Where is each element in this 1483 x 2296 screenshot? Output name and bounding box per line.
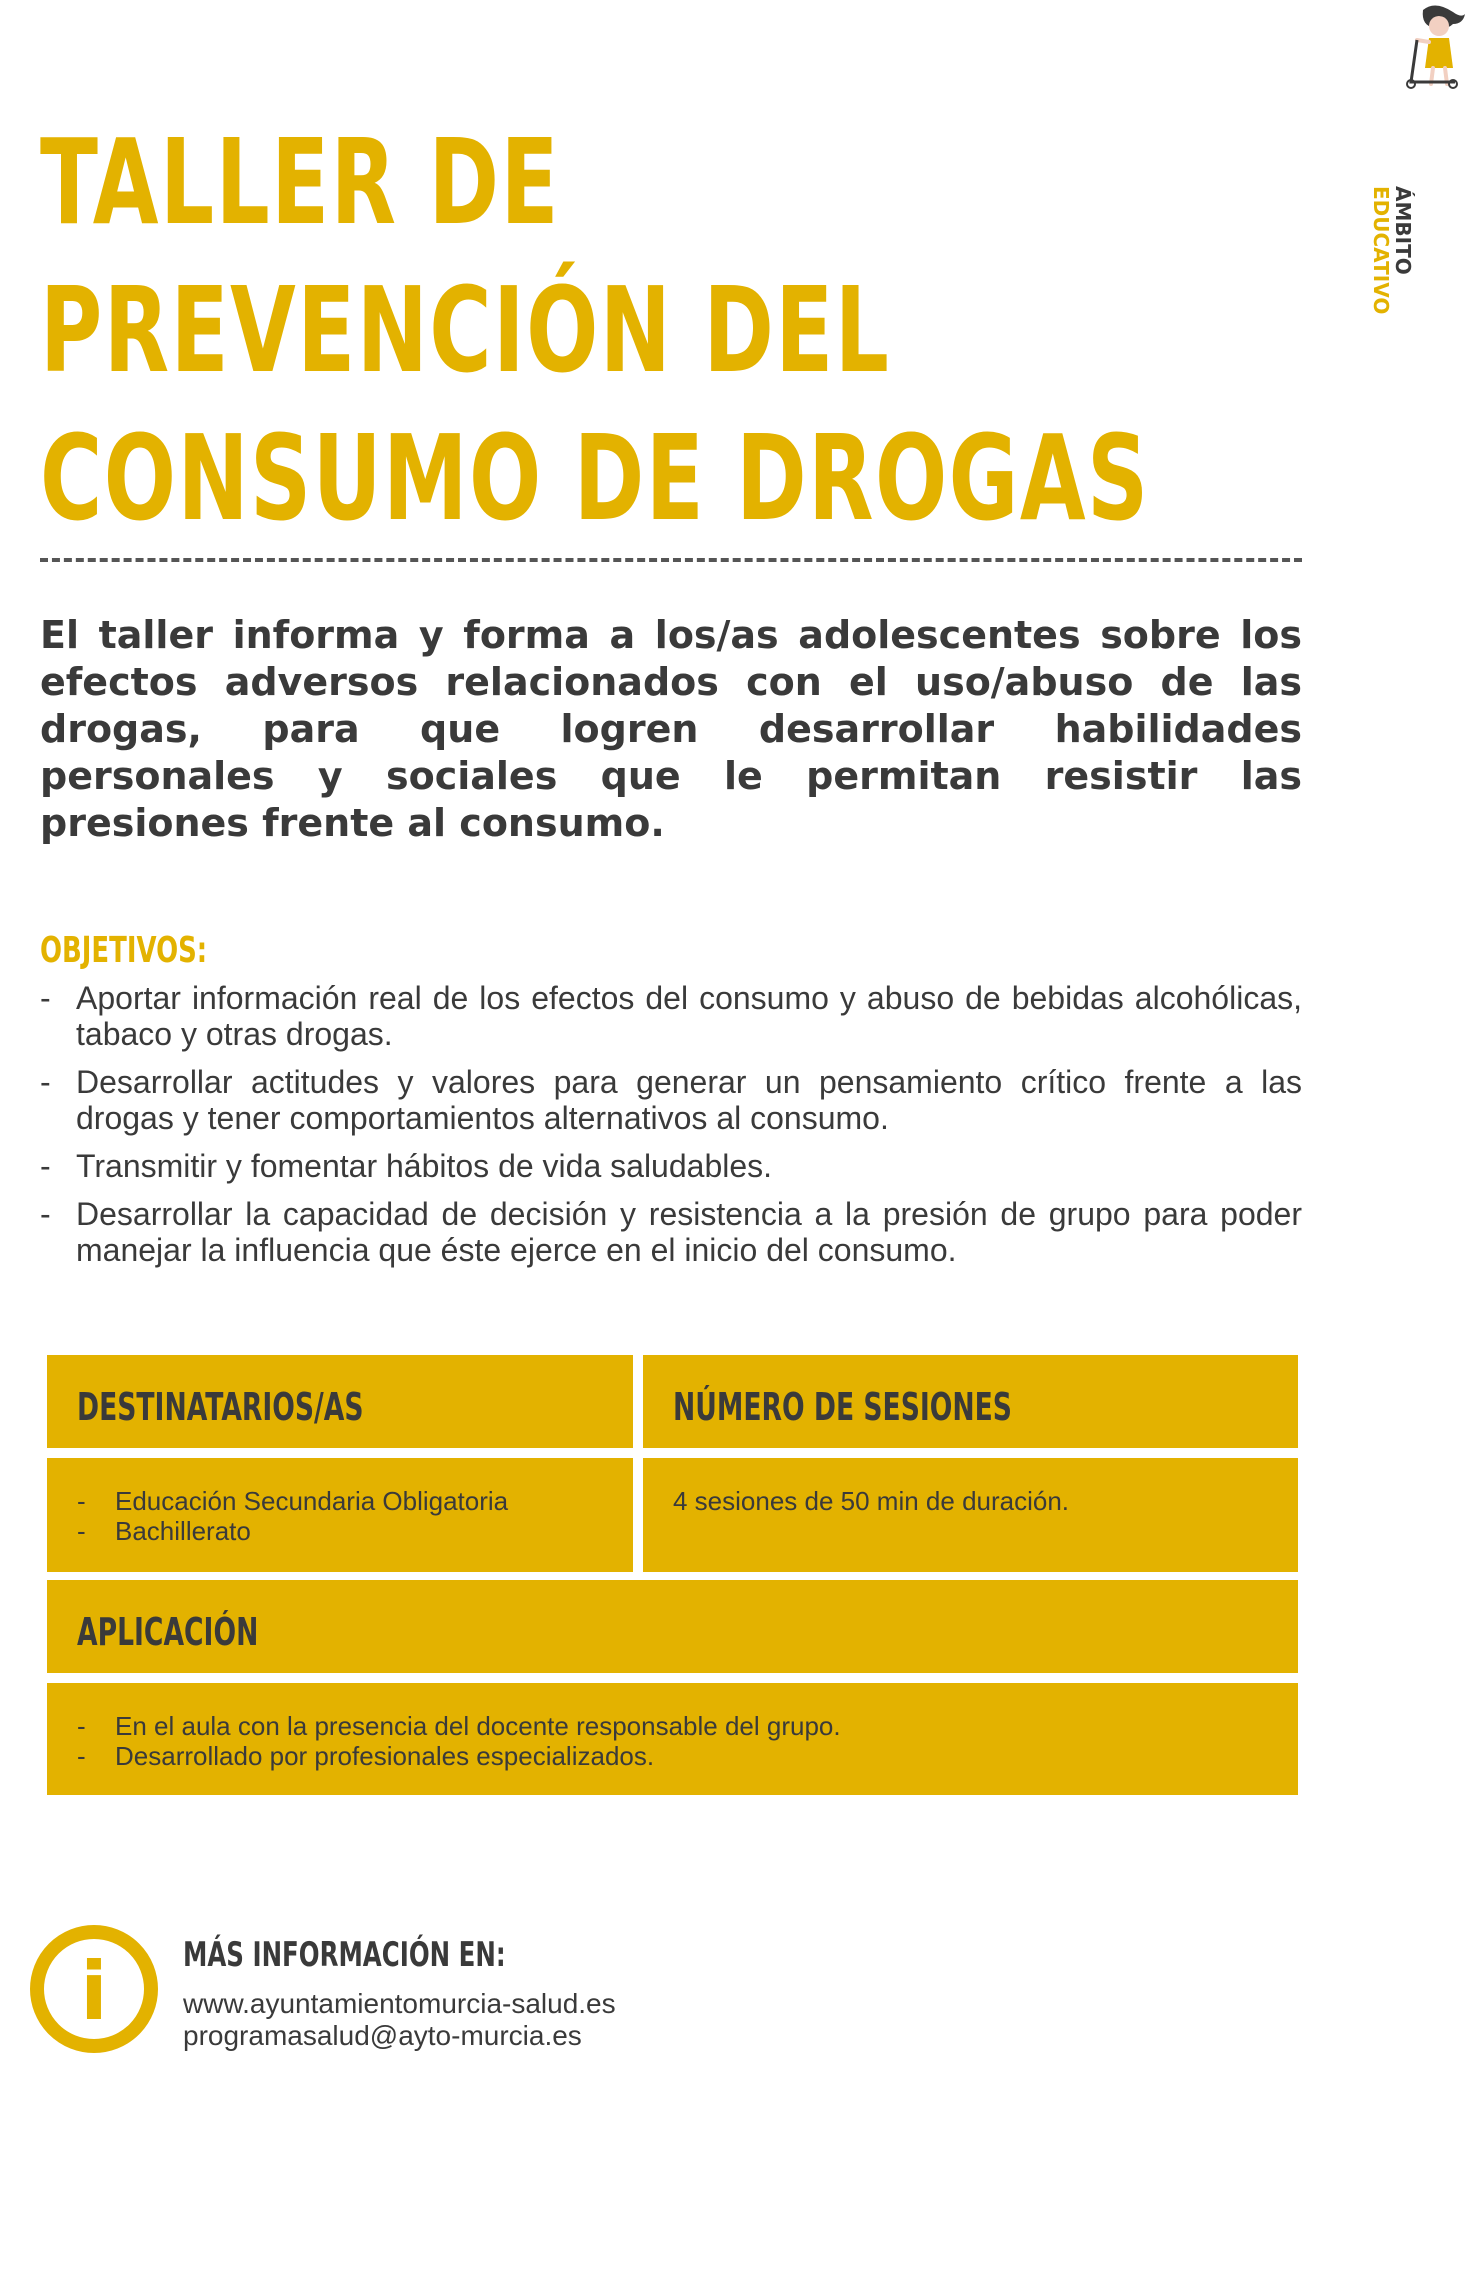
website-link[interactable]: www.ayuntamientomurcia-salud.es bbox=[183, 1988, 616, 2019]
dashed-divider bbox=[40, 558, 1302, 562]
destinatarios-list bbox=[77, 1486, 508, 1546]
badge-line-2: EDUCATIVO bbox=[1369, 186, 1393, 315]
objetivo-item: - Desarrollar actitudes y valores para generar un pensamiento crítico frente a las drogas y tener comportamientos alternativos al consumo. bbox=[40, 1064, 1302, 1136]
destinatario-item: - Educación Secundaria Obligatoria bbox=[77, 1486, 509, 1516]
objetivo-item: - Aportar información real de los efectos del consumo y abuso de bebidas alcohólicas, tabaco y otras drogas. bbox=[40, 980, 1302, 1052]
objetivo-item: - Transmitir y fomentar hábitos de vida saludables. bbox=[40, 1148, 773, 1184]
aplicacion-item: - Desarrollado por profesionales especializados. bbox=[77, 1741, 655, 1771]
intro-paragraph: El taller informa y forma a los/as adolescentes sobre los efectos adversos relacionados con el uso/abuso de las drogas, para que logren desarrollar habilidades personales y sociales que le permitan resistir las presiones frente al consumo. bbox=[40, 613, 1302, 845]
ambito-badge bbox=[1370, 186, 1414, 314]
girl-on-scooter-icon bbox=[1395, 0, 1475, 190]
aplicacion-body-box bbox=[47, 1683, 1298, 1795]
objetivos-heading: OBJETIVOS: bbox=[40, 930, 208, 971]
aplicacion-heading: APLICACIÓN bbox=[77, 1610, 259, 1654]
aplicacion-item: - En el aula con la presencia del docente responsable del grupo. bbox=[77, 1711, 841, 1741]
title-line-2: PREVENCIÓN DEL bbox=[40, 261, 891, 399]
destinatarios-body-box bbox=[47, 1458, 633, 1572]
sesiones-header-box bbox=[643, 1355, 1298, 1448]
aplicacion-list bbox=[77, 1711, 841, 1771]
sesiones-heading: NÚMERO DE SESIONES bbox=[673, 1385, 1012, 1429]
destinatarios-heading: DESTINATARIOS/AS bbox=[77, 1385, 364, 1429]
aplicacion-header-box bbox=[47, 1580, 1298, 1673]
sesiones-body-box bbox=[643, 1458, 1298, 1572]
page-title bbox=[40, 108, 1150, 552]
title-line-1: TALLER DE bbox=[40, 113, 560, 251]
badge-line-1: ÁMBITO bbox=[1391, 186, 1415, 275]
title-line-3: CONSUMO DE DROGAS bbox=[40, 409, 1150, 547]
objetivo-item: - Desarrollar la capacidad de decisión y resistencia a la presión de grupo para poder manejar la influencia que éste ejerce en el inicio del consumo. bbox=[40, 1196, 1302, 1268]
objetivos-list bbox=[40, 980, 1302, 1280]
sesiones-text: 4 sesiones de 50 min de duración. bbox=[673, 1486, 1070, 1516]
destinatario-item: - Bachillerato bbox=[77, 1516, 251, 1546]
more-info-heading: MÁS INFORMACIÓN EN: bbox=[183, 1935, 506, 1975]
info-icon: i bbox=[30, 1925, 158, 2053]
destinatarios-header-box bbox=[47, 1355, 633, 1448]
email-link[interactable]: programasalud@ayto-murcia.es bbox=[183, 2020, 582, 2051]
